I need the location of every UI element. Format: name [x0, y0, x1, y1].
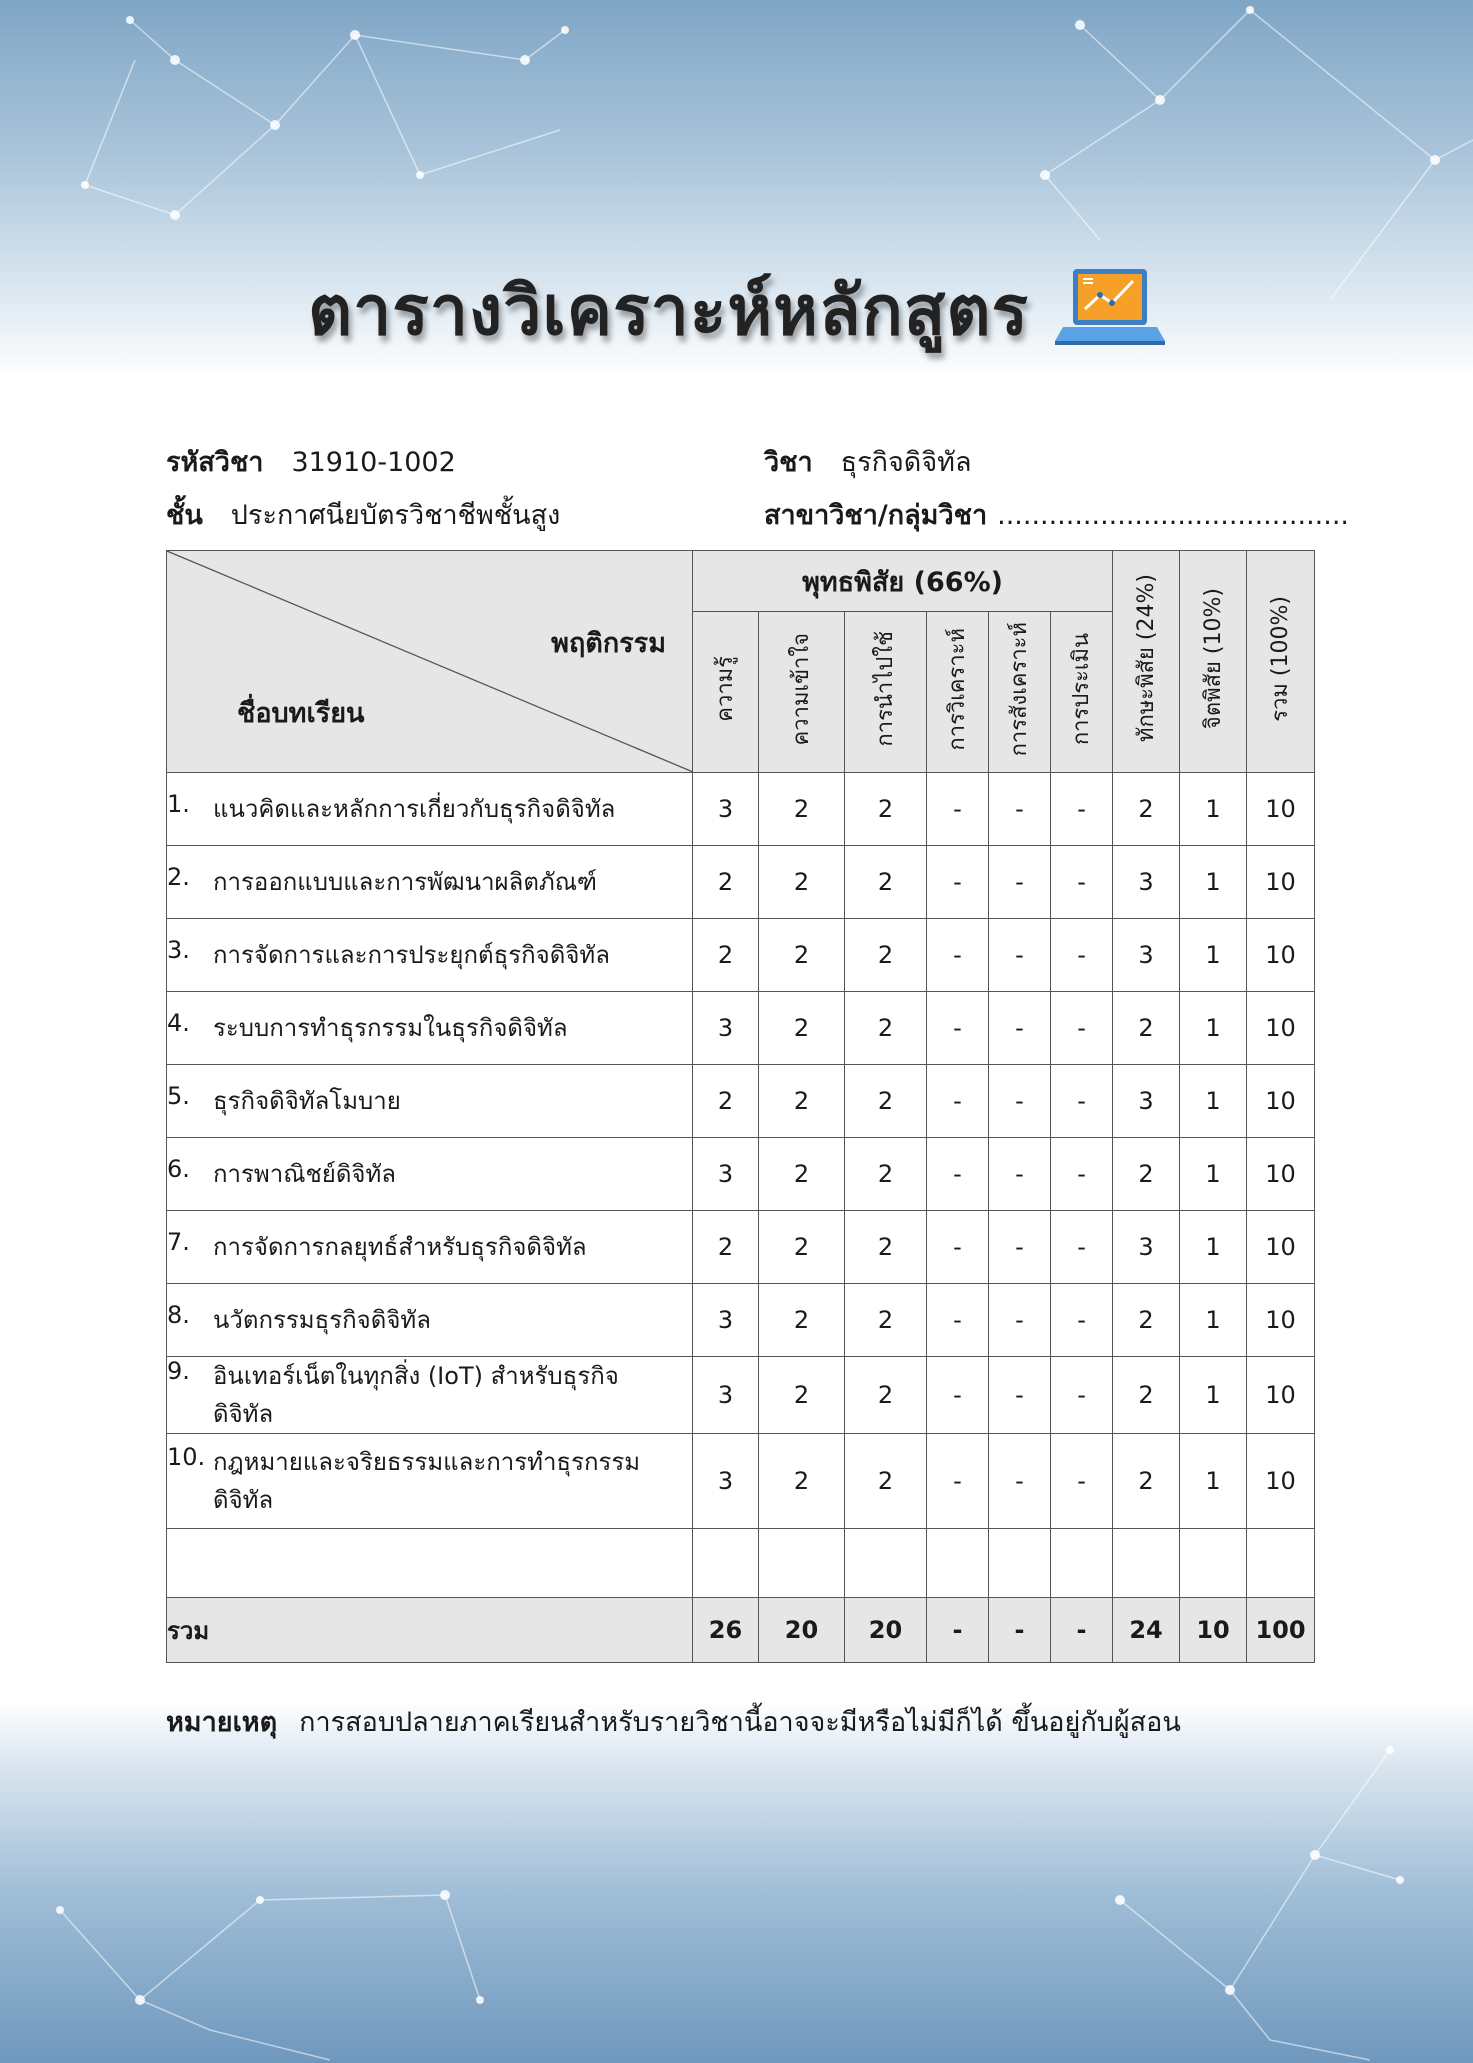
score-cell: - [989, 919, 1051, 992]
lesson-name-cell [167, 846, 693, 919]
total-cell: 10 [1180, 1598, 1247, 1663]
field-value: ......................................... [997, 500, 1349, 531]
score-cell: 3 [693, 1434, 759, 1529]
col-analysis: การวิเคราะห์ [927, 612, 989, 773]
course-code: 31910-1002 [291, 447, 456, 478]
score-cell: 2 [759, 1211, 845, 1284]
score-cell: 3 [693, 1138, 759, 1211]
score-cell: 1 [1180, 1284, 1247, 1357]
lesson-name-cell [167, 1284, 693, 1357]
score-cell: - [927, 1434, 989, 1529]
field-label: สาขาวิชา/กลุ่มวิชา [764, 500, 988, 531]
score-cell: 2 [845, 1211, 927, 1284]
score-cell: 2 [1113, 1357, 1180, 1434]
score-cell: 2 [845, 919, 927, 992]
lesson-name-cell [167, 1434, 693, 1529]
score-cell: - [927, 992, 989, 1065]
score-cell: - [989, 846, 1051, 919]
note-label: หมายเหตุ [166, 1707, 278, 1738]
score-cell: - [1051, 1065, 1113, 1138]
footnote [166, 1700, 1181, 1743]
subject-line [764, 440, 972, 483]
score-cell: - [927, 1211, 989, 1284]
col-synthesis: การสังเคราะห์ [989, 612, 1051, 773]
score-cell: 2 [759, 919, 845, 992]
diagonal-header-cell [167, 551, 693, 773]
total-cell: - [989, 1598, 1051, 1663]
table-row [167, 773, 1315, 846]
lesson-number: 10. [167, 1443, 206, 1471]
score-cell: 2 [1113, 773, 1180, 846]
score-cell: - [927, 1065, 989, 1138]
empty-row [167, 1529, 1315, 1598]
score-cell: - [989, 1357, 1051, 1434]
score-cell: 10 [1247, 1138, 1315, 1211]
score-cell: - [1051, 1138, 1113, 1211]
course-code-line [166, 440, 456, 483]
score-cell: 10 [1247, 1434, 1315, 1529]
score-cell: - [989, 1211, 1051, 1284]
lesson-name-cell [167, 919, 693, 992]
laptop-chart-icon [1055, 263, 1165, 357]
score-cell: 2 [759, 1138, 845, 1211]
header-row-top [167, 551, 1315, 612]
lesson-name-cell [167, 1065, 693, 1138]
score-cell: 1 [1180, 773, 1247, 846]
score-cell: 2 [845, 773, 927, 846]
score-cell: - [1051, 1357, 1113, 1434]
table-row [167, 919, 1315, 992]
col-knowledge: ความรู้ [693, 612, 759, 773]
score-cell: 2 [845, 1284, 927, 1357]
score-cell: 1 [1180, 846, 1247, 919]
col-comprehension: ความเข้าใจ [759, 612, 845, 773]
score-cell: 10 [1247, 1284, 1315, 1357]
col-application: การนำไปใช้ [845, 612, 927, 773]
score-cell: - [989, 1138, 1051, 1211]
lesson-name: การจัดการกลยุทธ์สำหรับธุรกิจดิจิทัล [213, 1233, 587, 1261]
score-cell: 2 [1113, 992, 1180, 1065]
score-cell: - [1051, 846, 1113, 919]
total-cell: 100 [1247, 1598, 1315, 1663]
score-cell: 1 [1180, 1065, 1247, 1138]
score-cell: 2 [845, 1138, 927, 1211]
score-cell: 10 [1247, 919, 1315, 992]
table-row [167, 992, 1315, 1065]
lesson-label: ชื่อบทเรียน [237, 698, 365, 729]
score-cell: 2 [693, 1211, 759, 1284]
score-cell: 3 [693, 992, 759, 1065]
score-cell: 3 [1113, 1211, 1180, 1284]
lesson-name: ธุรกิจดิจิทัลโมบาย [213, 1087, 401, 1115]
table-row [167, 846, 1315, 919]
score-cell: - [989, 1434, 1051, 1529]
table-row [167, 1357, 1315, 1434]
curriculum-analysis-table [166, 550, 1315, 1663]
score-cell: - [927, 1357, 989, 1434]
subject-name: ธุรกิจดิจิทัล [840, 447, 972, 478]
total-cell: 26 [693, 1598, 759, 1663]
score-cell: 2 [845, 992, 927, 1065]
lesson-name: อินเทอร์เน็ตในทุกสิ่ง (IoT) สำหรับธุรกิจดิจิทัล [213, 1362, 619, 1428]
table-row [167, 1065, 1315, 1138]
score-cell: 10 [1247, 1357, 1315, 1434]
lesson-name: การพาณิชย์ดิจิทัล [213, 1160, 396, 1188]
lesson-number: 3. [167, 936, 190, 964]
level-label: ชั้น [166, 500, 203, 531]
score-cell: 3 [693, 1357, 759, 1434]
score-cell: - [1051, 773, 1113, 846]
score-cell: 10 [1247, 1211, 1315, 1284]
score-cell: 2 [693, 1065, 759, 1138]
page-title: ตารางวิเคราะห์หลักสูตร [307, 272, 1030, 351]
score-cell: 10 [1247, 1065, 1315, 1138]
col-evaluation: การประเมิน [1051, 612, 1113, 773]
score-cell: - [927, 773, 989, 846]
total-header: รวม (100%) [1247, 551, 1315, 773]
score-cell: 2 [759, 1434, 845, 1529]
score-cell: 10 [1247, 846, 1315, 919]
level-value: ประกาศนียบัตรวิชาชีพชั้นสูง [230, 500, 561, 531]
cognitive-header: พุทธพิสัย (66%) [693, 551, 1113, 612]
total-cell: 24 [1113, 1598, 1180, 1663]
lesson-name: กฎหมายและจริยธรรมและการทำธุรกรรมดิจิทัล [213, 1448, 641, 1514]
score-cell: 3 [693, 1284, 759, 1357]
score-cell: 10 [1247, 773, 1315, 846]
score-cell: - [989, 1284, 1051, 1357]
total-row [167, 1598, 1315, 1663]
score-cell: 2 [1113, 1138, 1180, 1211]
behavior-label: พฤติกรรม [551, 628, 666, 659]
lesson-number: 7. [167, 1228, 190, 1256]
field-line [764, 493, 1349, 536]
lesson-rows [167, 773, 1315, 1529]
score-cell: 1 [1180, 919, 1247, 992]
score-cell: - [927, 846, 989, 919]
lesson-name-cell [167, 1211, 693, 1284]
score-cell: 3 [1113, 846, 1180, 919]
note-text: การสอบปลายภาคเรียนสำหรับรายวิชานี้อาจจะมีหรือไม่มีก็ได้ ขึ้นอยู่กับผู้สอน [299, 1707, 1181, 1738]
score-cell: 1 [1180, 1434, 1247, 1529]
score-cell: 3 [693, 773, 759, 846]
score-cell: - [927, 1138, 989, 1211]
score-cell: - [989, 992, 1051, 1065]
lesson-name: ระบบการทำธุรกรรมในธุรกิจดิจิทัล [213, 1014, 568, 1042]
score-cell: 2 [845, 846, 927, 919]
table-row [167, 1138, 1315, 1211]
table-row [167, 1284, 1315, 1357]
lesson-name: แนวคิดและหลักการเกี่ยวกับธุรกิจดิจิทัล [213, 795, 616, 823]
score-cell: - [1051, 919, 1113, 992]
lesson-number: 2. [167, 863, 190, 891]
table-row [167, 1434, 1315, 1529]
table-row [167, 1211, 1315, 1284]
score-cell: 2 [845, 1065, 927, 1138]
score-cell: 1 [1180, 1357, 1247, 1434]
score-cell: 1 [1180, 1138, 1247, 1211]
total-cell: 20 [845, 1598, 927, 1663]
score-cell: 2 [759, 1065, 845, 1138]
lesson-number: 8. [167, 1301, 190, 1329]
total-cell: - [927, 1598, 989, 1663]
score-cell: 3 [1113, 919, 1180, 992]
bottom-network-decoration [0, 1700, 1473, 2063]
total-label: รวม [167, 1598, 693, 1663]
score-cell: - [927, 919, 989, 992]
score-cell: 2 [1113, 1284, 1180, 1357]
score-cell: - [1051, 1211, 1113, 1284]
score-cell: - [1051, 992, 1113, 1065]
level-line [166, 493, 560, 536]
score-cell: 10 [1247, 992, 1315, 1065]
score-cell: 2 [845, 1434, 927, 1529]
score-cell: 2 [845, 1357, 927, 1434]
score-cell: 2 [759, 1284, 845, 1357]
total-cell: - [1051, 1598, 1113, 1663]
score-cell: - [1051, 1434, 1113, 1529]
total-cell: 20 [759, 1598, 845, 1663]
lesson-name: การออกแบบและการพัฒนาผลิตภัณฑ์ [213, 868, 597, 896]
score-cell: - [989, 1065, 1051, 1138]
lesson-number: 1. [167, 790, 190, 818]
score-cell: 2 [759, 846, 845, 919]
score-cell: - [927, 1284, 989, 1357]
course-code-label: รหัสวิชา [166, 447, 264, 478]
score-cell: - [989, 773, 1051, 846]
lesson-name: นวัตกรรมธุรกิจดิจิทัล [213, 1306, 431, 1334]
title-row [0, 255, 1473, 365]
score-cell: 2 [693, 919, 759, 992]
score-cell: 2 [759, 1357, 845, 1434]
score-cell: 2 [1113, 1434, 1180, 1529]
lesson-number: 5. [167, 1082, 190, 1110]
score-cell: - [1051, 1284, 1113, 1357]
lesson-number: 4. [167, 1009, 190, 1037]
lesson-name-cell [167, 992, 693, 1065]
score-cell: 2 [759, 992, 845, 1065]
lesson-name: การจัดการและการประยุกต์ธุรกิจดิจิทัล [213, 941, 610, 969]
psychomotor-header: ทักษะพิสัย (24%) [1113, 551, 1180, 773]
score-cell: 1 [1180, 1211, 1247, 1284]
score-cell: 2 [693, 846, 759, 919]
subject-label: วิชา [764, 447, 813, 478]
lesson-name-cell [167, 1357, 693, 1434]
lesson-name-cell [167, 773, 693, 846]
lesson-name-cell [167, 1138, 693, 1211]
score-cell: 1 [1180, 992, 1247, 1065]
affective-header: จิตพิสัย (10%) [1180, 551, 1247, 773]
lesson-number: 9. [167, 1357, 190, 1385]
score-cell: 3 [1113, 1065, 1180, 1138]
lesson-number: 6. [167, 1155, 190, 1183]
score-cell: 2 [759, 773, 845, 846]
